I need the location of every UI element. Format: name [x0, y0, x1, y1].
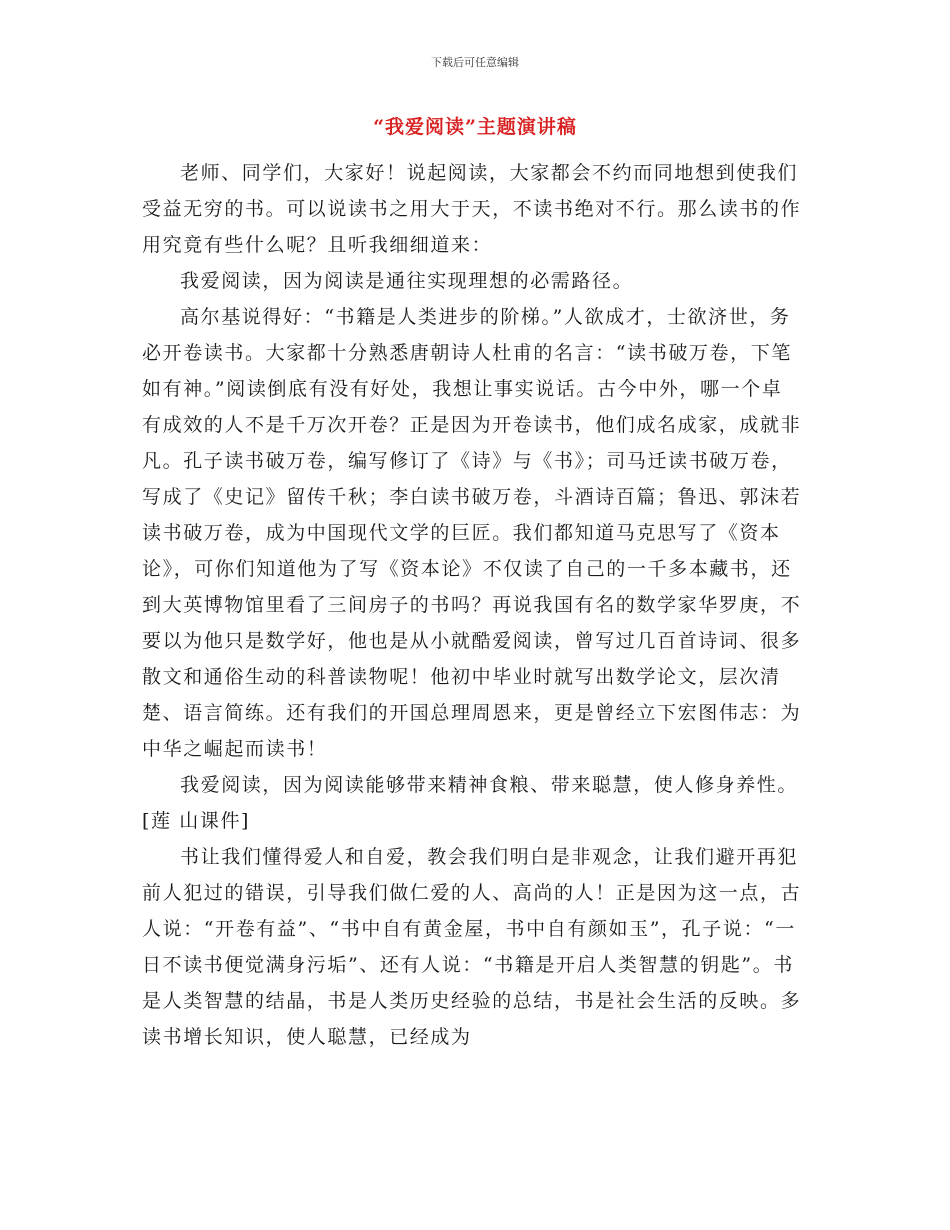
paragraph: 高尔基说得好：“书籍是人类进步的阶梯。”人欲成才，士欲济世，务必开卷读书。大家都十分熟悉唐朝诗人杜甫的名言：“读书破万卷，下笔如有神。”阅读倒底有没有好处，我想让事实说话。古今中外，哪一个卓有成效的人不是千万次开卷？正是因为开卷读书，他们成名成家，成就非凡。孔子读书破万卷，编写修订了《诗》与《书》；司马迁读书破万卷，写成了《史记》留传千秋；李白读书破万卷，斗酒诗百篇；鲁迅、郭沫若读书破万卷，成为中国现代文学的巨匠。我们都知道马克思写了《资本论》，可你们知道他为了写《资本论》不仅读了自己的一千多本藏书，还到大英博物馆里看了三间房子的书吗？再说我国有名的数学家华罗庚，不要以为他只是数学好，他也是从小就酷爱阅读，曾写过几百首诗词、很多散文和通俗生动的科普读物呢！他初中毕业时就写出数学论文，层次清楚、语言简练。还有我们的开国总理周恩来，更是曾经立下宏图伟志：为中华之崛起而读书！	[142, 306, 802, 760]
paragraph: 我爱阅读，因为阅读能够带来精神食粮、带来聪慧，使人修身养性。[莲 山课件]	[142, 774, 799, 832]
paragraph: 我爱阅读，因为阅读是通往实现理想的必需路径。	[180, 270, 634, 292]
header-note: 下载后可任意编辑	[431, 56, 519, 69]
paragraph: 书让我们懂得爱人和自爱，教会我们明白是非观念，让我们避开再犯前人犯过的错误，引导我们做仁爱的人、高尚的人！正是因为这一点，古人说：“开卷有益”、“书中自有黄金屋，书中自有颜如玉”，孔子说：“一日不读书便觉满身污垢”、还有人说：“书籍是开启人类智慧的钥匙”。书是人类智慧的结晶，书是人类历史经验的总结，书是社会生活的反映。多读书增长知识，使人聪慧，已经成为	[142, 846, 802, 1048]
document-body	[142, 155, 802, 1055]
document-title: “我爱阅读”主题演讲稿	[373, 116, 577, 138]
paragraph: 老师、同学们，大家好！说起阅读，大家都会不约而同地想到使我们受益无穷的书。可以说读书之用大于天，不读书绝对不行。那么读书的作用究竟有些什么呢？且听我细细道来：	[142, 162, 802, 256]
